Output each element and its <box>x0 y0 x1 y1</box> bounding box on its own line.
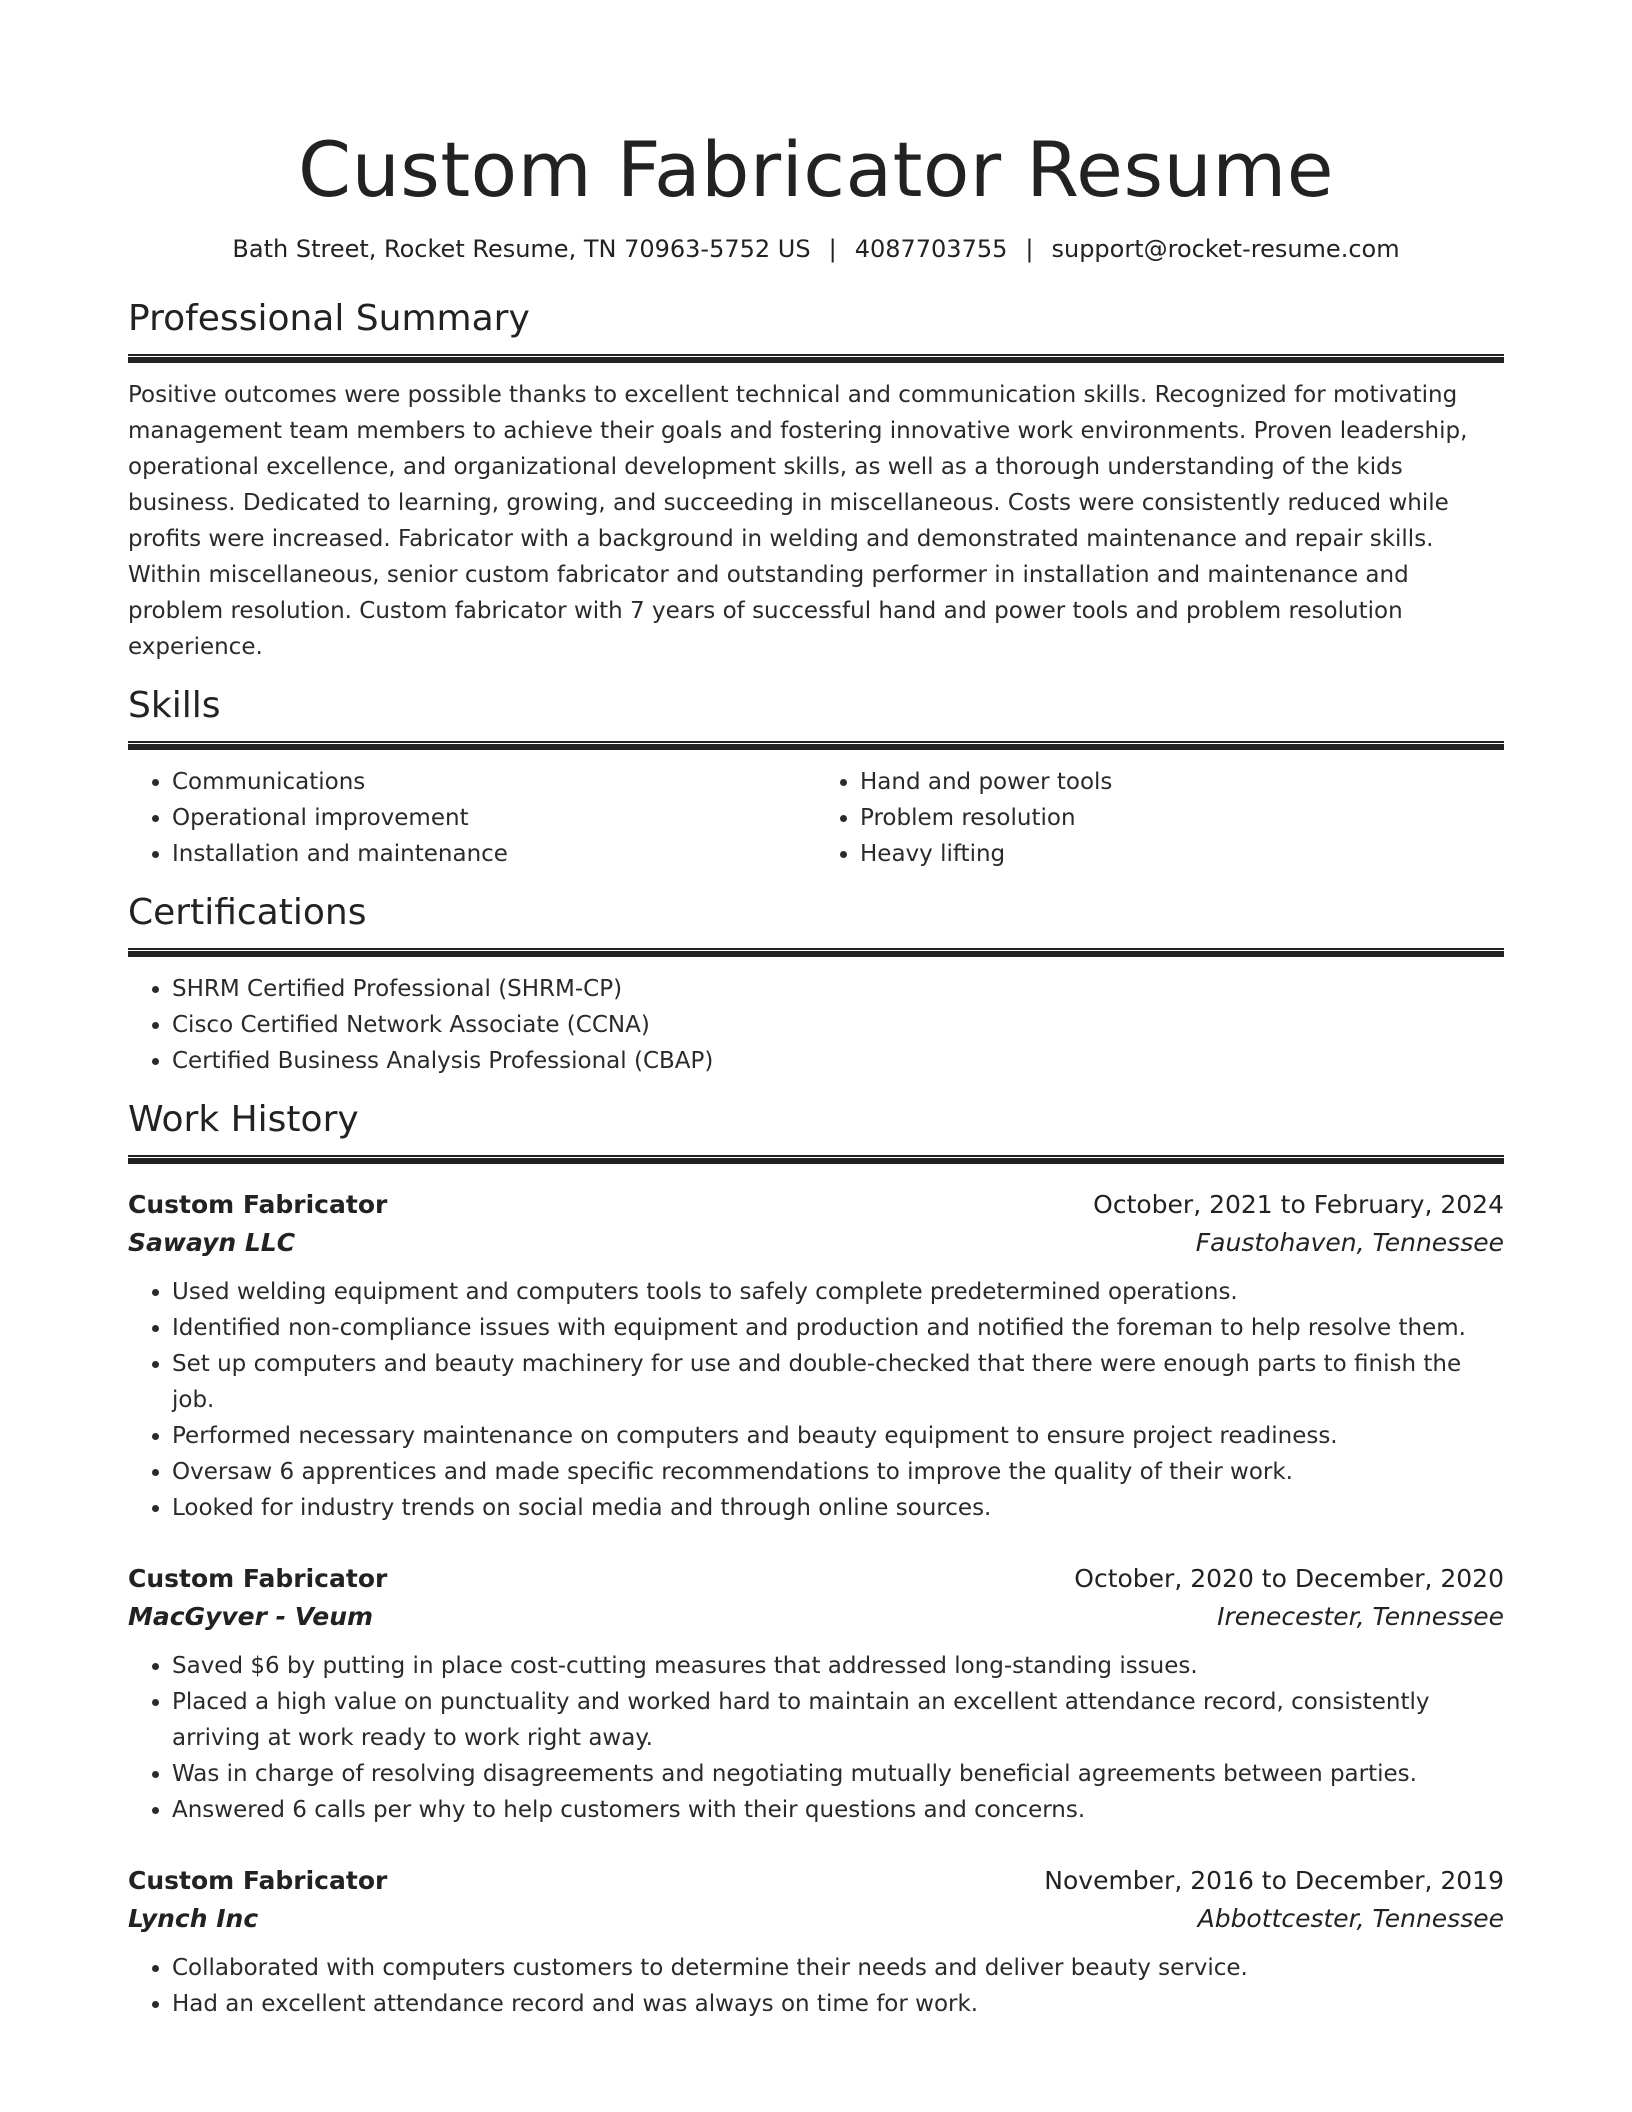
job-bullet: • Used welding equipment and computers tools to safely complete predetermined operations. <box>172 1274 1504 1310</box>
contact-separator: | <box>1025 235 1034 263</box>
resume-page <box>128 0 1504 2022</box>
certification-item: • Certified Business Analysis Professional (CBAP) <box>172 1043 1504 1079</box>
work-history-heading: Work History <box>128 1099 359 1140</box>
job-bullet: • Collaborated with computers customers to determine their needs and deliver beauty service. <box>172 1950 1504 1986</box>
job-company-row <box>128 1224 1504 1262</box>
contact-phone: 4087703755 <box>854 235 1008 263</box>
summary-heading: Professional Summary <box>128 298 530 339</box>
job-header-row <box>128 1560 1504 1598</box>
certification-item: • Cisco Certified Network Associate (CCNA) <box>172 1007 1504 1043</box>
skill-item: • Installation and maintenance <box>172 836 816 872</box>
job-bullet: • Identified non-compliance issues with equipment and production and notified the foreman to help resolve them. <box>172 1310 1504 1346</box>
job-bullet: • Had an excellent attendance record and was always on time for work. <box>172 1986 1504 2022</box>
work-history-section <box>128 1097 1504 2022</box>
job-dates: November, 2016 to December, 2019 <box>1044 1866 1504 1895</box>
job-bullet: • Performed necessary maintenance on computers and beauty equipment to ensure project readiness. <box>172 1418 1504 1454</box>
skill-item: • Problem resolution <box>860 800 1504 836</box>
skill-item: • Communications <box>172 764 816 800</box>
job-entry <box>128 1862 1504 2022</box>
summary-text: Positive outcomes were possible thanks to excellent technical and communication skills. Recognized for motivating management team members to achieve their goals and fostering innovative work environments. Proven leadership, operational excellence, and organizational development skills, as well as a thorough understanding of the kids business. Dedicated to learning, growing, and succeeding in miscellaneous. Costs were consistently reduced while profits were increased. Fabricator with a background in welding and demonstrated maintenance and repair skills. Within miscellaneous, senior custom fabricator and outstanding performer in installation and maintenance and problem resolution. Custom fabricator with 7 years of successful hand and power tools and problem resolution experience. <box>128 382 1468 660</box>
job-title: Custom Fabricator <box>128 1190 388 1219</box>
job-bullet: • Saved $6 by putting in place cost-cutting measures that addressed long-standing issues. <box>172 1648 1504 1684</box>
contact-line <box>128 232 1504 266</box>
contact-address: Bath Street, Rocket Resume, TN 70963-5752 US <box>232 235 811 263</box>
job-entry <box>128 1560 1504 1828</box>
contact-email: support@rocket-resume.com <box>1051 235 1400 263</box>
resume-title: Custom Fabricator Resume <box>298 125 1334 214</box>
job-entry <box>128 1186 1504 1526</box>
job-dates: October, 2020 to December, 2020 <box>1074 1564 1504 1593</box>
job-bullet: • Oversaw 6 apprentices and made specific recommendations to improve the quality of their work. <box>172 1454 1504 1490</box>
job-company: Lynch Inc <box>128 1904 259 1933</box>
job-bullet: • Set up computers and beauty machinery for use and double-checked that there were enough parts to finish the job. <box>172 1346 1504 1418</box>
section-divider <box>128 1155 1504 1164</box>
job-bullet: • Placed a high value on punctuality and worked hard to maintain an excellent attendance record, consistently arriving at work ready to work right away. <box>172 1684 1504 1756</box>
job-bullet: • Answered 6 calls per why to help customers with their questions and concerns. <box>172 1792 1504 1828</box>
skill-item: • Hand and power tools <box>860 764 1504 800</box>
job-bullet: • Was in charge of resolving disagreements and negotiating mutually beneficial agreements between parties. <box>172 1756 1504 1792</box>
certifications-list <box>128 971 1504 1079</box>
contact-separator: | <box>828 235 837 263</box>
section-divider <box>128 354 1504 363</box>
summary-section <box>128 296 1504 665</box>
job-company-row <box>128 1900 1504 1938</box>
job-company: MacGyver - Veum <box>128 1602 374 1631</box>
skill-item: • Operational improvement <box>172 800 816 836</box>
job-company-row <box>128 1598 1504 1636</box>
skill-item: • Heavy lifting <box>860 836 1504 872</box>
job-header-row <box>128 1862 1504 1900</box>
job-title: Custom Fabricator <box>128 1564 388 1593</box>
certification-item: • SHRM Certified Professional (SHRM-CP) <box>172 971 1504 1007</box>
skills-section <box>128 683 1504 872</box>
job-header-row <box>128 1186 1504 1224</box>
job-location: Irenecester, Tennessee <box>1217 1602 1504 1631</box>
job-bullet: • Looked for industry trends on social media and through online sources. <box>172 1490 1504 1526</box>
certifications-section <box>128 890 1504 1079</box>
job-company: Sawayn LLC <box>128 1228 296 1257</box>
section-divider <box>128 948 1504 957</box>
skills-grid <box>128 764 1504 872</box>
section-divider <box>128 741 1504 750</box>
skills-list-right <box>816 764 1504 872</box>
job-location: Faustohaven, Tennessee <box>1195 1228 1504 1257</box>
skills-heading: Skills <box>128 685 221 726</box>
certifications-heading: Certifications <box>128 892 367 933</box>
job-location: Abbottcester, Tennessee <box>1197 1904 1504 1933</box>
job-bullets <box>128 1648 1504 1828</box>
job-dates: October, 2021 to February, 2024 <box>1093 1190 1504 1219</box>
job-title: Custom Fabricator <box>128 1866 388 1895</box>
skills-list-left <box>128 764 816 872</box>
job-bullets <box>128 1950 1504 2022</box>
job-bullets <box>128 1274 1504 1526</box>
